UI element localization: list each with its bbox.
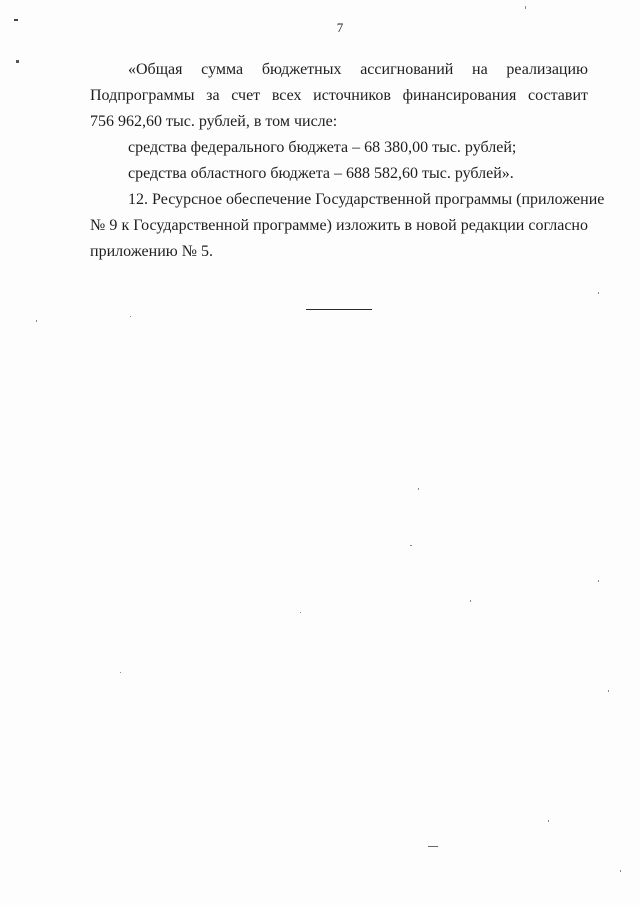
federal-budget-paragraph xyxy=(90,135,588,161)
resource-provision-paragraph xyxy=(90,187,605,265)
scan-speck xyxy=(598,292,599,294)
text-line: № 9 к Государственной программе) изложить в новой редакции согласно xyxy=(90,217,588,234)
scan-speck xyxy=(130,316,131,317)
regional-budget-paragraph xyxy=(90,161,588,187)
scan-speck xyxy=(470,600,471,602)
scan-speck xyxy=(16,60,19,63)
scan-speck xyxy=(428,846,438,847)
scan-speck xyxy=(608,690,609,692)
subprogram-budget-paragraph xyxy=(90,57,588,135)
text-line: «Общая сумма бюджетных ассигнований на реализацию xyxy=(128,61,588,78)
text-line: 12. Ресурсное обеспечение Государственной программы (приложение xyxy=(128,191,605,208)
scan-speck xyxy=(36,320,37,322)
scan-speck xyxy=(525,6,526,9)
scan-speck xyxy=(418,488,419,490)
text-line: приложению № 5. xyxy=(90,243,213,260)
scan-speck xyxy=(120,672,121,673)
scan-speck xyxy=(620,870,621,872)
document-body xyxy=(90,57,605,265)
scan-speck xyxy=(410,545,412,546)
scan-speck xyxy=(14,19,18,21)
text-line: Подпрограммы за счет всех источников финансирования составит xyxy=(90,87,588,104)
scan-speck xyxy=(548,820,549,822)
scan-speck xyxy=(300,612,301,613)
text-line: средства областного бюджета – 688 582,60 тыс. рублей». xyxy=(128,165,514,182)
text-line: средства федерального бюджета – 68 380,00 тыс. рублей; xyxy=(128,139,517,156)
page-number: 7 xyxy=(336,20,344,35)
scan-speck xyxy=(598,580,599,582)
end-separator-line xyxy=(306,309,372,310)
text-line: 756 962,60 тыс. рублей, в том числе: xyxy=(90,113,338,130)
